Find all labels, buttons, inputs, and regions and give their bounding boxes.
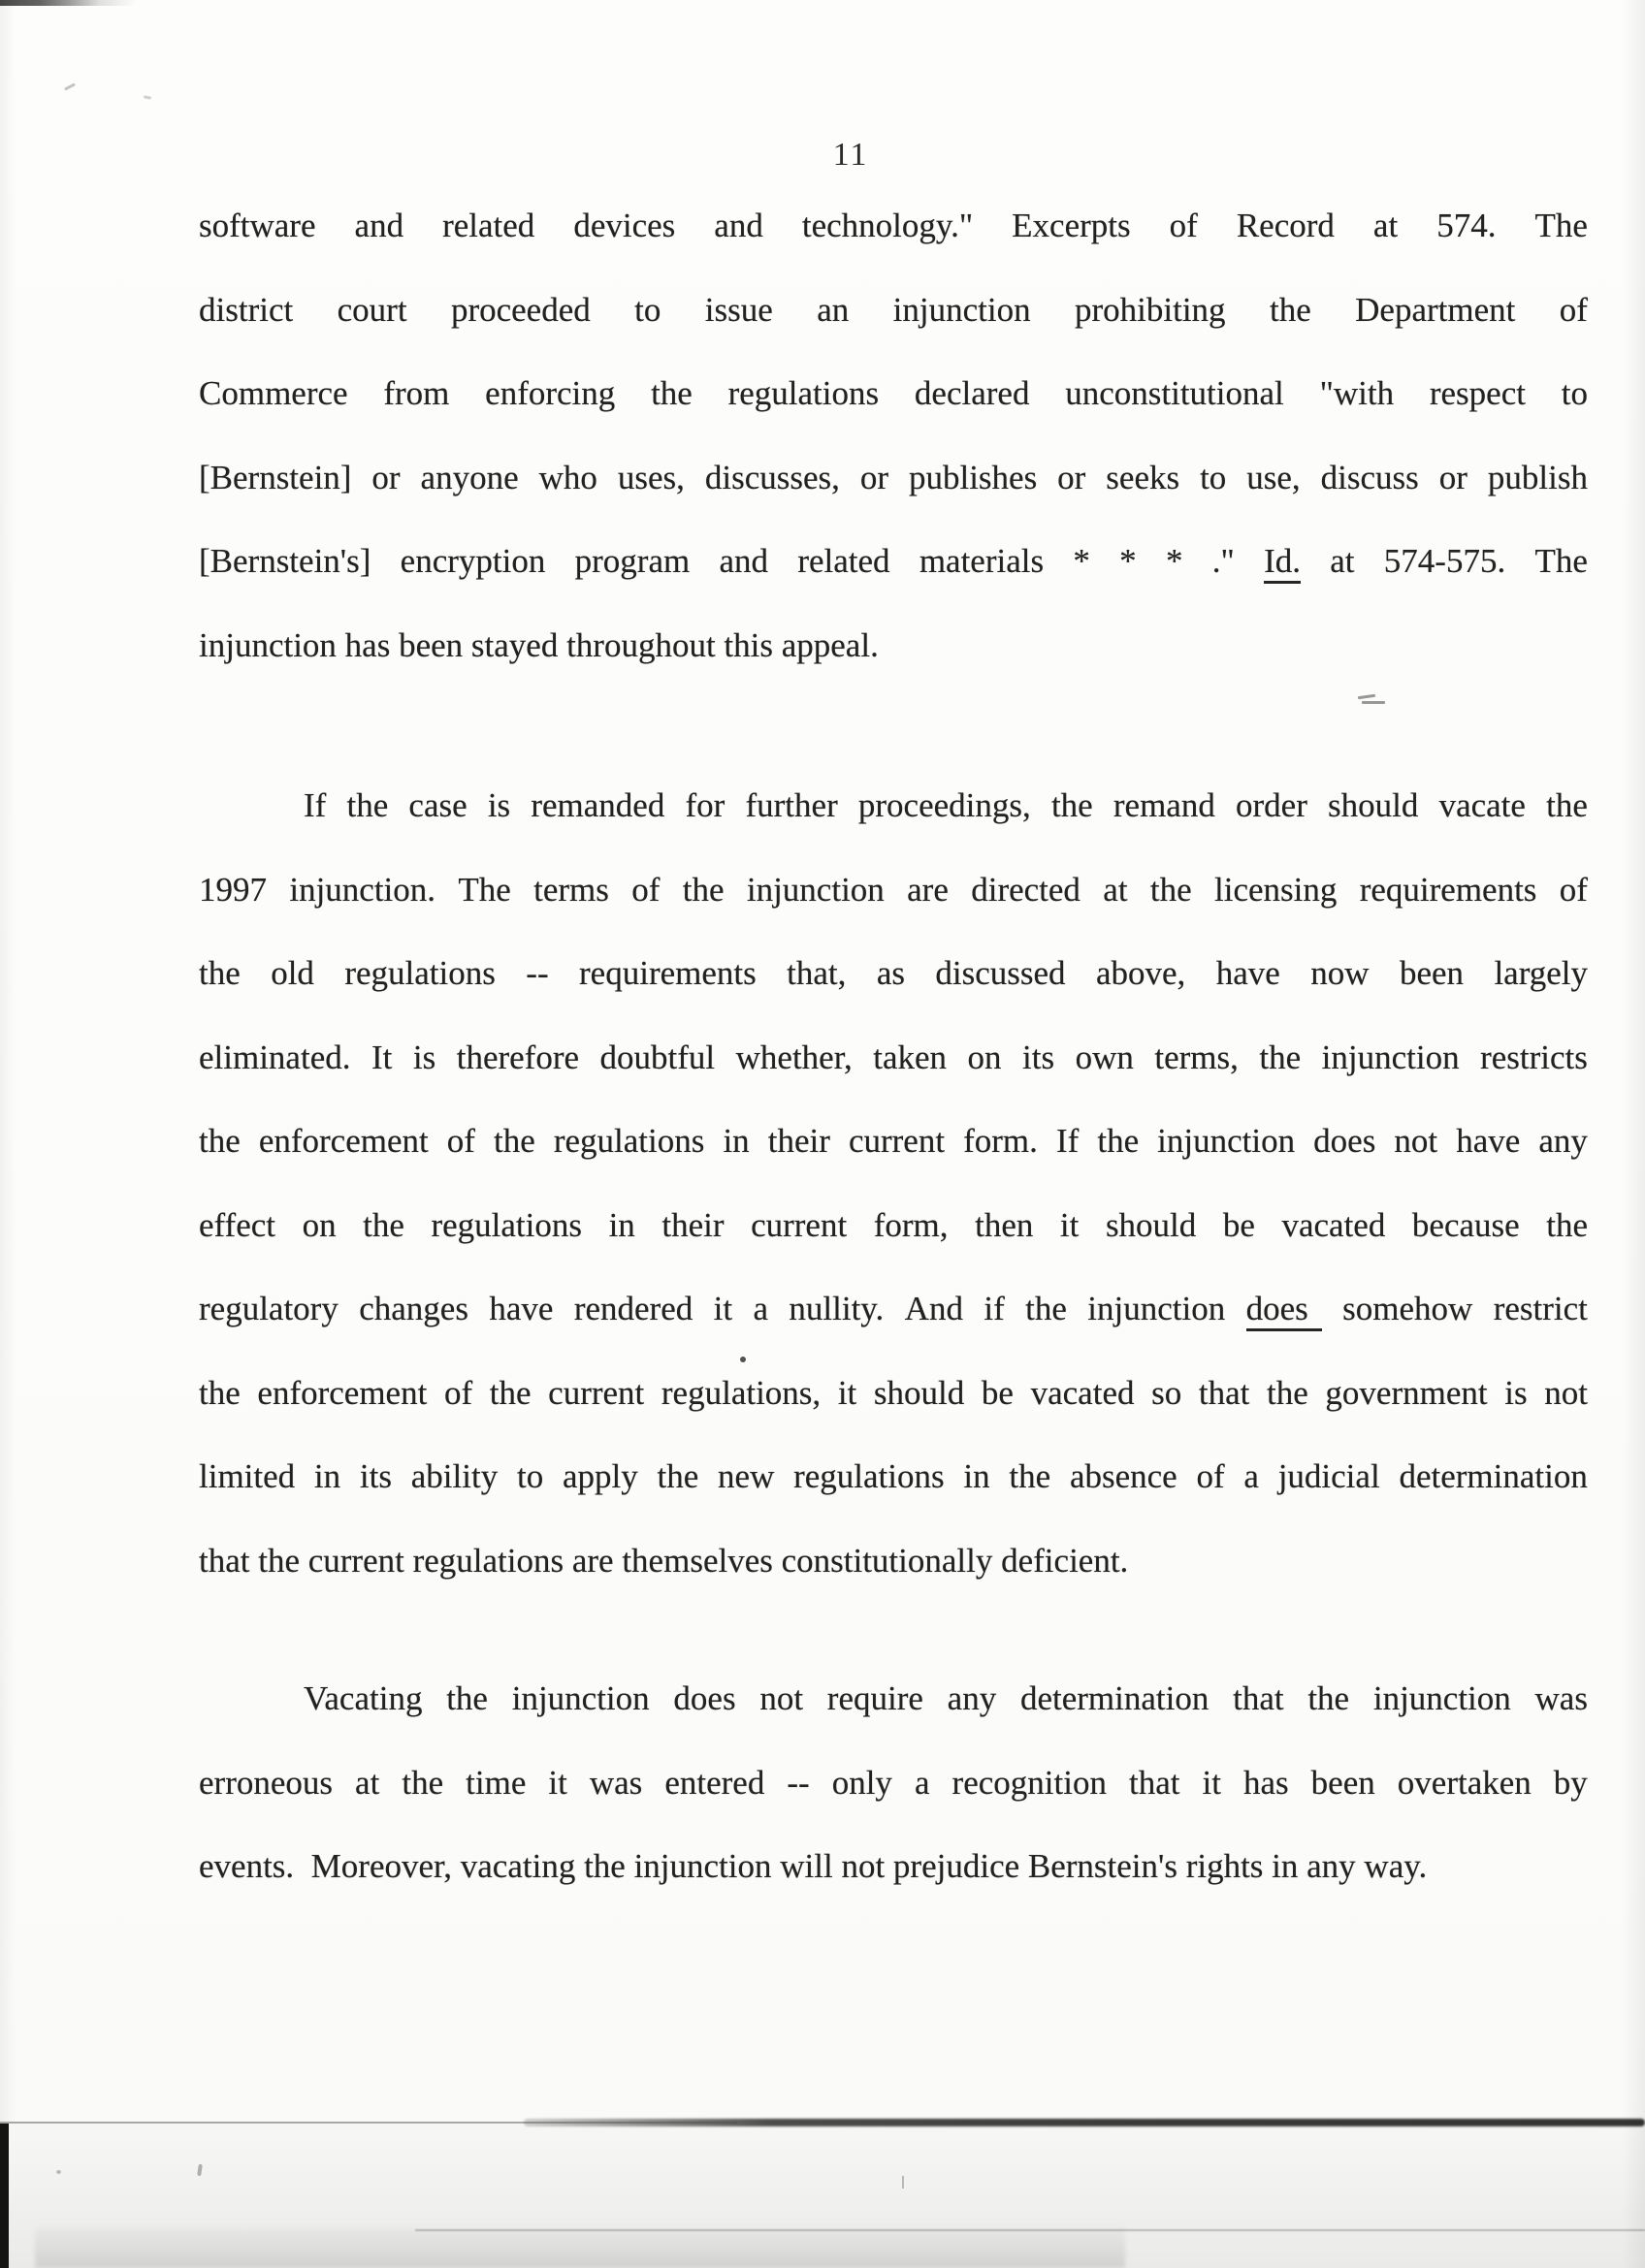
word: to	[1200, 458, 1227, 496]
word: been	[1310, 1763, 1375, 1802]
word: has	[1242, 1763, 1289, 1802]
word: The	[1534, 542, 1588, 580]
word: If	[1055, 1122, 1080, 1160]
text-line	[199, 184, 1588, 269]
word: it	[1059, 1205, 1080, 1244]
word: who	[538, 458, 597, 496]
word: software	[199, 207, 316, 244]
word: injunction	[1321, 1038, 1460, 1076]
word: issue	[704, 290, 773, 329]
word: the	[1307, 1679, 1350, 1717]
word: vacated	[1281, 1205, 1386, 1244]
word: the	[199, 1373, 241, 1412]
word: does	[673, 1679, 736, 1717]
word: is	[412, 1038, 436, 1076]
word: *	[1165, 542, 1183, 580]
word: *	[1119, 542, 1137, 580]
word: it	[837, 1373, 857, 1412]
word: was	[589, 1763, 643, 1802]
word: the	[657, 1457, 699, 1495]
word: be	[981, 1373, 1014, 1412]
word: the	[682, 870, 725, 909]
word: Record	[1236, 207, 1335, 244]
word: It	[371, 1038, 393, 1076]
word: determination	[1019, 1679, 1210, 1717]
text-run: events. Moreover, vacating the injunction will not prejudice Bernstein's rights in any way.	[199, 1847, 1428, 1885]
word: proceeded	[450, 290, 591, 329]
word: or	[859, 458, 888, 496]
text-line	[199, 1267, 1588, 1352]
word: government	[1325, 1373, 1488, 1412]
word: related	[442, 207, 535, 244]
word: case	[408, 786, 468, 824]
word: discussed	[935, 954, 1066, 992]
word: discusses,	[704, 458, 840, 496]
word: related	[797, 542, 890, 580]
word: current	[848, 1122, 946, 1160]
word: enforcing	[485, 374, 616, 412]
word: publishes	[908, 458, 1038, 496]
word: of	[1559, 290, 1588, 329]
word: somehow	[1342, 1290, 1473, 1327]
word: is	[1504, 1373, 1528, 1412]
word: of	[1559, 870, 1588, 909]
word: The	[458, 870, 511, 909]
word: 574.	[1436, 207, 1497, 244]
word: recognition	[952, 1763, 1107, 1802]
word: by	[1553, 1763, 1588, 1802]
word: enforcement	[258, 1122, 429, 1160]
word: encryption	[400, 542, 546, 580]
word: its	[359, 1457, 392, 1495]
word: at	[355, 1763, 380, 1802]
word: was	[1534, 1679, 1588, 1717]
word: their	[661, 1205, 725, 1244]
paragraph	[199, 1657, 1588, 1909]
word: and	[714, 207, 763, 244]
underlined-word: does	[1246, 1290, 1322, 1331]
word: is	[487, 786, 511, 824]
word: should	[1105, 1205, 1197, 1244]
text-line	[199, 932, 1588, 1016]
word: "with	[1319, 374, 1395, 412]
word: the	[1025, 1290, 1067, 1327]
paragraph	[199, 764, 1588, 1603]
word: the	[1097, 1122, 1140, 1160]
word: it	[1202, 1763, 1221, 1802]
word: the	[199, 954, 241, 992]
text-line	[199, 1657, 1588, 1741]
text-line	[199, 1352, 1588, 1436]
word: not	[1544, 1373, 1588, 1412]
word: have	[1215, 954, 1280, 992]
word: the	[1267, 1373, 1308, 1412]
word: to	[1561, 374, 1588, 412]
text-line	[199, 604, 1588, 688]
text-line	[199, 764, 1588, 848]
word: vacated	[1030, 1373, 1135, 1412]
text-line	[199, 848, 1588, 933]
text-line	[199, 1825, 1588, 1909]
word: have	[489, 1290, 554, 1327]
word: in	[608, 1205, 635, 1244]
word: regulations	[793, 1457, 945, 1495]
word: changes	[359, 1290, 468, 1327]
word: The	[1534, 207, 1588, 244]
word: discuss	[1320, 458, 1419, 496]
word: in	[963, 1457, 990, 1495]
word: the	[1259, 1038, 1302, 1076]
word: regulatory	[199, 1290, 339, 1327]
word: regulations	[553, 1122, 705, 1160]
word: of	[446, 1122, 475, 1160]
word: *	[1073, 542, 1090, 580]
word: directed	[971, 870, 1081, 909]
word: effect	[199, 1205, 276, 1244]
word: in	[313, 1457, 341, 1495]
word: injunction	[511, 1679, 650, 1717]
word: because	[1411, 1205, 1520, 1244]
word: taken	[873, 1038, 948, 1076]
word: regulations	[431, 1205, 582, 1244]
word: injunction.	[289, 870, 436, 909]
text-line	[199, 269, 1588, 353]
word: should	[1328, 786, 1419, 824]
word: the	[346, 786, 389, 824]
word: remanded	[531, 786, 665, 824]
word: judicial	[1277, 1457, 1380, 1495]
word: vacate	[1438, 786, 1526, 824]
word: in	[723, 1122, 750, 1160]
word: regulations,	[661, 1373, 822, 1412]
word: [Bernstein's]	[199, 542, 371, 580]
word: the	[494, 1122, 535, 1160]
word: injunction	[1372, 1679, 1511, 1717]
word: that	[1233, 1679, 1284, 1717]
word: that	[1198, 1373, 1250, 1412]
word: then	[975, 1205, 1034, 1244]
paragraph	[199, 184, 1588, 687]
word: or	[371, 458, 401, 496]
word: further	[745, 786, 838, 824]
word: new	[718, 1457, 775, 1495]
word: restricts	[1480, 1038, 1588, 1076]
word: the	[1269, 290, 1311, 329]
word: and	[719, 542, 769, 580]
text-run: that the current regulations are themselves constitutionally deficient.	[199, 1541, 1129, 1580]
word: not	[759, 1679, 804, 1717]
word: or	[1057, 458, 1086, 496]
word: so	[1151, 1373, 1182, 1412]
word: the	[1050, 786, 1093, 824]
word: of	[1169, 207, 1198, 244]
word: time	[466, 1763, 527, 1802]
word: the	[402, 1763, 444, 1802]
word: [Bernstein]	[199, 458, 352, 496]
word: own	[1075, 1038, 1134, 1076]
word: remand	[1113, 786, 1215, 824]
text-line	[199, 1100, 1588, 1184]
word: are	[907, 870, 949, 909]
word: be	[1222, 1205, 1255, 1244]
word: if	[984, 1290, 1005, 1327]
word: form.	[963, 1122, 1038, 1160]
word: limited	[199, 1457, 296, 1495]
word: terms	[533, 870, 609, 909]
word: that,	[787, 954, 847, 992]
text-line	[199, 1741, 1588, 1826]
word: to	[516, 1457, 544, 1495]
text-line	[199, 1435, 1588, 1519]
word: erroneous	[199, 1763, 334, 1802]
word: at	[1103, 870, 1128, 909]
word: or	[1438, 458, 1468, 496]
word: for	[685, 786, 726, 824]
word: overtaken	[1397, 1763, 1532, 1802]
word: the	[1546, 786, 1588, 824]
word: not	[1394, 1122, 1438, 1160]
word: the	[651, 374, 693, 412]
word: If	[304, 786, 327, 824]
word: any	[1538, 1122, 1588, 1160]
word: And	[904, 1290, 963, 1327]
word: order	[1236, 786, 1307, 824]
word: proceedings,	[857, 786, 1031, 824]
word: entered	[664, 1763, 765, 1802]
word: been	[1399, 954, 1465, 992]
word: prohibiting	[1075, 290, 1226, 329]
word: 1997	[199, 870, 267, 909]
word: use,	[1246, 458, 1301, 496]
word: a	[1243, 1457, 1259, 1495]
word: injunction	[892, 290, 1031, 329]
page-number: 11	[832, 137, 869, 173]
word: terms,	[1154, 1038, 1239, 1076]
word: requirements	[1359, 870, 1537, 909]
word: eliminated.	[199, 1038, 351, 1076]
word: from	[383, 374, 450, 412]
text-line	[199, 436, 1588, 521]
word: rendered	[573, 1290, 693, 1327]
word: the	[489, 1373, 532, 1412]
word: any	[947, 1679, 997, 1717]
word: only	[831, 1763, 892, 1802]
word: as	[876, 954, 905, 992]
word: program	[574, 542, 691, 580]
word: a	[914, 1763, 930, 1802]
word: should	[873, 1373, 965, 1412]
word: and	[354, 207, 404, 244]
word: on	[967, 1038, 1002, 1076]
word: regulations	[344, 954, 496, 992]
word: old	[271, 954, 314, 992]
word: form,	[873, 1205, 949, 1244]
text-line	[199, 1184, 1588, 1268]
word: of	[443, 1373, 473, 1412]
word: respect	[1429, 374, 1526, 412]
word: regulations	[727, 374, 880, 412]
word: anyone	[420, 458, 519, 496]
word: at	[1330, 542, 1355, 580]
word: injunction	[746, 870, 885, 909]
word: the	[1149, 870, 1192, 909]
word: the	[446, 1679, 488, 1717]
word: --	[526, 954, 549, 992]
word: 574-575.	[1383, 542, 1506, 580]
word: ability	[410, 1457, 499, 1495]
word: largely	[1494, 954, 1588, 992]
word: injunction	[1087, 1290, 1226, 1327]
word: --	[787, 1763, 810, 1802]
underlined-word: Id.	[1264, 542, 1301, 584]
word: to	[634, 290, 661, 329]
word: the	[363, 1205, 404, 1244]
word: the	[199, 1122, 241, 1160]
word: now	[1310, 954, 1370, 992]
word: Department	[1355, 290, 1516, 329]
word: it	[713, 1290, 733, 1327]
word: an	[817, 290, 850, 329]
word: require	[826, 1679, 923, 1717]
text-line	[199, 1016, 1588, 1101]
word: the	[1009, 1457, 1051, 1495]
word: current	[751, 1205, 848, 1244]
word: apply	[562, 1457, 638, 1495]
word: technology."	[801, 207, 974, 244]
word: publish	[1487, 458, 1588, 496]
word: of	[631, 870, 661, 909]
word: Vacating	[304, 1679, 423, 1717]
text-run: injunction has been stayed throughout this appeal.	[199, 625, 879, 664]
word: the	[1546, 1205, 1588, 1244]
word: whether,	[735, 1038, 853, 1076]
word: it	[548, 1763, 567, 1802]
word: their	[767, 1122, 830, 1160]
word: determination	[1399, 1457, 1588, 1495]
text-line	[199, 520, 1588, 604]
word: does	[1313, 1122, 1376, 1160]
word: unconstitutional	[1065, 374, 1284, 412]
word: above,	[1095, 954, 1186, 992]
word: have	[1456, 1122, 1521, 1160]
word: licensing	[1214, 870, 1338, 909]
word: at	[1372, 207, 1399, 244]
word: on	[302, 1205, 337, 1244]
word: injunction	[1157, 1122, 1296, 1160]
word: materials	[919, 542, 1045, 580]
word: doubtful	[599, 1038, 716, 1076]
word: court	[337, 290, 407, 329]
word: Excerpts	[1012, 207, 1131, 244]
word: absence	[1069, 1457, 1177, 1495]
word: declared	[914, 374, 1030, 412]
word: nullity.	[789, 1290, 885, 1327]
word: uses,	[617, 458, 685, 496]
word: current	[548, 1373, 645, 1412]
word: seeks	[1106, 458, 1180, 496]
word: enforcement	[257, 1373, 428, 1412]
word: its	[1022, 1038, 1055, 1076]
word: ."	[1211, 542, 1235, 580]
word: Commerce	[199, 374, 348, 412]
word: of	[1196, 1457, 1225, 1495]
word: that	[1128, 1763, 1180, 1802]
word: requirements	[579, 954, 757, 992]
text-line	[199, 1519, 1588, 1604]
word: restrict	[1493, 1290, 1588, 1327]
word: devices	[573, 207, 676, 244]
word: a	[753, 1290, 769, 1327]
text-line	[199, 352, 1588, 436]
word: therefore	[456, 1038, 580, 1076]
word: district	[199, 290, 294, 329]
